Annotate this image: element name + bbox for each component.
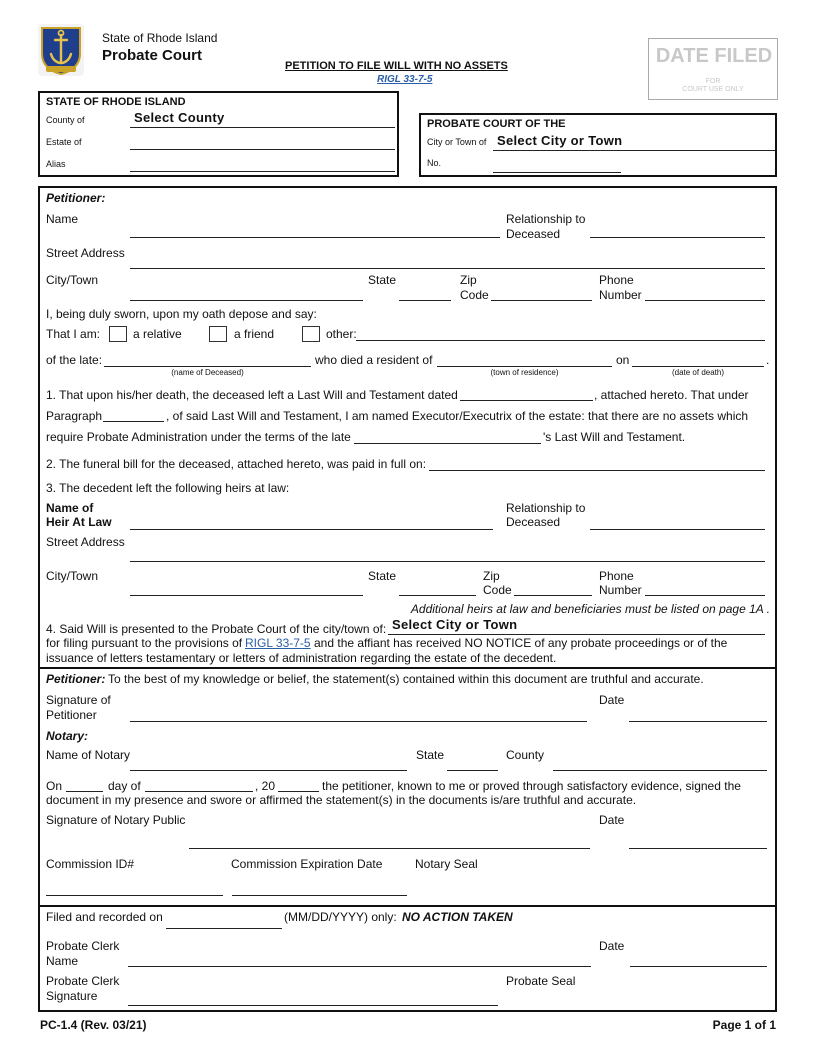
heir-city-label: City/Town [46,569,99,583]
no-label: No. [427,158,442,168]
form-id: PC-1.4 (Rev. 03/21) [40,1018,147,1032]
zip-label-2: Code [460,288,489,302]
of-the-late-label: of the late: [46,353,103,367]
heir-zip-label: Zip [483,569,500,583]
relationship-label: Relationship to [506,212,586,226]
city-town-select[interactable]: Select City or Town [392,617,518,632]
signature-label: Signature of [46,693,111,707]
commission-expiration-label: Commission Expiration Date [231,857,383,871]
phone-field[interactable] [645,300,765,301]
testator-name-field[interactable] [354,443,541,444]
date-of-death-field[interactable] [632,366,764,367]
clause-1-text-2: , attached hereto. That under [594,388,749,402]
clerk-signature-field[interactable] [128,1005,498,1006]
estate-field[interactable] [130,149,395,150]
county-label: County of [46,115,85,125]
will-date-field[interactable] [460,400,593,401]
other-field[interactable] [356,340,765,341]
heir-relationship-label: Relationship to [506,501,586,515]
court-name: Probate Court [102,47,203,64]
heir-state-field[interactable] [399,595,476,596]
on-label: on [616,353,630,367]
clause-1-text: 1. That upon his/her death, the deceased left a Last Will and Testament dated [46,388,458,402]
petitioner-name-label: Name [46,212,79,226]
clause-4-line-2: for filing pursuant to the provisions of [46,636,243,650]
notary-signature-field[interactable] [189,848,590,849]
notary-day-field[interactable] [66,791,103,792]
zip-field[interactable] [491,300,592,301]
document-presence-text: document in my presence and swore or affirmed the statement(s) in the documents is/are truthful and accurate. [46,793,637,807]
filed-date-field[interactable] [166,928,282,929]
clerk-name-field[interactable] [128,966,591,967]
state-info-box [38,91,399,177]
commission-id-field[interactable] [46,895,223,896]
state-seal-logo [28,22,96,78]
that-i-am-label: That I am: [46,327,101,341]
other-checkbox[interactable] [302,326,320,342]
clause-1-line-3: require Probate Administration under the terms of the late [46,430,351,444]
clause-1-line-2: , of said Last Will and Testament, I am named Executor/Executrix of the estate: that there are no assets which [166,409,749,423]
clause-4-line-3: issuance of letters testamentary or letters of administration regarding the estate of the decedent. [46,651,557,665]
date-filed-box [648,38,778,100]
state-heading: STATE OF RHODE ISLAND [46,96,186,108]
clause-4-line-2b: and the affiant has received NO NOTICE of any probate proceedings or of the [314,636,728,650]
city-select[interactable]: Select City or Town [497,133,623,148]
street-label: Street Address [46,246,125,260]
heir-relationship-field[interactable] [590,529,765,530]
notary-date-field[interactable] [629,848,767,849]
notary-year-field[interactable] [278,791,319,792]
state-label: State [368,273,397,287]
petitioner-signature-field[interactable] [130,721,587,722]
signature-date-field[interactable] [629,721,767,722]
petitioner-heading: Petitioner: [46,191,106,205]
notary-name-label: Name of Notary [46,748,131,762]
heir-street-field[interactable] [130,561,765,562]
relative-checkbox[interactable] [109,326,127,342]
probate-court-heading: PROBATE COURT OF THE [427,118,566,130]
form-title: PETITION TO FILE WILL WITH NO ASSETS [285,60,508,72]
notary-name-field[interactable] [130,770,407,771]
signature-date-label: Date [599,693,625,707]
clerk-date-label: Date [599,939,625,953]
other-label: other: [326,327,357,341]
year-prefix-label: , 20 [255,779,276,793]
clerk-name-label: Probate Clerk [46,939,120,953]
statute-link-2[interactable]: RIGL 33-7-5 [245,636,311,650]
friend-checkbox[interactable] [209,326,227,342]
funeral-paid-date-field[interactable] [429,470,765,471]
date-of-death-hint: (date of death) [671,368,725,377]
notary-month-field[interactable] [145,791,253,792]
additional-heirs-note: Additional heirs at law and beneficiaries must be listed on page 1A . [410,602,770,616]
notary-state-label: State [416,748,445,762]
notary-on-label: On [46,779,63,793]
case-number-field[interactable] [493,172,621,173]
probate-court-box [419,113,777,177]
probate-seal-label: Probate Seal [506,974,576,988]
notary-heading: Notary: [46,729,89,743]
notary-seal-label: Notary Seal [415,857,478,871]
date-format-label: (MM/DD/YYYY) only: [284,910,397,924]
heir-relationship-label-2: Deceased [506,515,561,529]
paragraph-label: Paragraph [46,409,103,423]
heir-name-label-2: Heir At Law [46,515,112,529]
deceased-name-hint: (name of Deceased) [171,368,244,377]
alias-label: Alias [46,159,66,169]
estate-label: Estate of [46,137,82,147]
filed-recorded-label: Filed and recorded on [46,910,163,924]
relative-label: a relative [133,327,182,341]
no-action-taken: NO ACTION TAKEN [402,910,513,924]
residence-hint: (town of residence) [490,368,559,377]
clerk-date-field[interactable] [630,966,767,967]
heir-phone-field[interactable] [645,595,765,596]
city-town-label: City/Town [46,273,99,287]
statute-link[interactable]: RIGL 33-7-5 [377,74,433,85]
clause-2-text: 2. The funeral bill for the deceased, attached hereto, was paid in full on: [46,457,427,471]
clause-4-text: 4. Said Will is presented to the Probate Court of the city/town of: [46,622,387,636]
street-field[interactable] [130,268,765,269]
county-select[interactable]: Select County [134,110,225,125]
phone-label: Phone [599,273,634,287]
petitioner-statement-heading: Petitioner: [46,672,106,686]
heir-phone-label: Phone [599,569,634,583]
state-name: State of Rhode Island [102,31,218,45]
heir-state-label: State [368,569,397,583]
relationship-field[interactable] [590,237,765,238]
residence-town-field[interactable] [437,366,612,367]
signature-label-2: Petitioner [46,708,97,722]
notary-county-field[interactable] [553,770,767,771]
for-label: FOR [705,78,721,85]
notary-state-field[interactable] [447,770,498,771]
heir-city-field[interactable] [130,595,363,596]
heir-zip-label-2: Code [483,583,512,597]
notary-county-label: County [506,748,545,762]
page-number: Page 1 of 1 [712,1018,776,1032]
petitioner-known-text: the petitioner, known to me or proved through satisfactory evidence, signed the [322,779,741,793]
state-field[interactable] [399,300,451,301]
clerk-signature-label-2: Signature [46,989,98,1003]
heir-street-label: Street Address [46,535,125,549]
date-filed-label: DATE FILED [655,45,773,67]
oath-text: I, being duly sworn, upon my oath depose and say: [46,307,317,321]
alias-field[interactable] [130,171,395,172]
petitioner-statement: To the best of my knowledge or belief, the statement(s) contained within this document are truthful and accurate. [108,672,704,686]
heir-name-field[interactable] [130,529,493,530]
paragraph-field[interactable] [103,421,164,422]
city-label: City or Town of [427,137,487,147]
commission-expiration-field[interactable] [232,895,407,896]
heir-phone-label-2: Number [599,583,642,597]
clause-3-text: 3. The decedent left the following heirs at law: [46,481,290,495]
heir-zip-field[interactable] [514,595,592,596]
period: . [766,353,770,367]
day-of-label: day of [108,779,141,793]
clause-1-line-3-end: 's Last Will and Testament. [543,430,686,444]
commission-id-label: Commission ID# [46,857,135,871]
friend-label: a friend [234,327,275,341]
court-use-only-label: COURT USE ONLY [682,86,744,93]
notary-signature-label: Signature of Notary Public [46,813,186,827]
petitioner-name-field[interactable] [130,237,500,238]
heir-name-label: Name of [46,501,94,515]
notary-date-label: Date [599,813,625,827]
who-died-label: who died a resident of [315,353,433,367]
city-town-field[interactable] [130,300,363,301]
relationship-label-2: Deceased [506,227,561,241]
deceased-name-field[interactable] [104,366,311,367]
clerk-signature-label: Probate Clerk [46,974,120,988]
clerk-name-label-2: Name [46,954,79,968]
phone-label-2: Number [599,288,642,302]
zip-label: Zip [460,273,477,287]
